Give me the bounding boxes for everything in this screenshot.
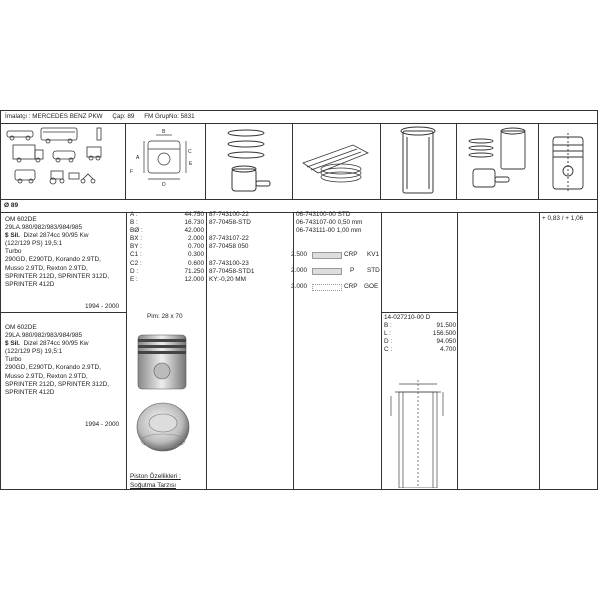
dimension-row: D : 71.250 [130, 267, 204, 275]
piston-features-sub: Soğutma Tarzısı [130, 482, 177, 489]
dimension-row: A : 44.750 [130, 211, 204, 218]
ring-profile-icon [312, 252, 342, 259]
dim-letter-f: F [130, 169, 134, 175]
ring-part-list [296, 211, 362, 235]
engine-variants: 29LA.980/982/983/984/985 [5, 224, 83, 232]
ring-part-number: 06-743100-00 STD [296, 211, 351, 218]
oversize-value: + 0,83 / + 1,06 [542, 215, 584, 222]
piston-part-number: 87-70458-STD [209, 219, 251, 227]
column-divider [126, 212, 127, 489]
dim-letter-c: C [188, 149, 192, 155]
liner-cell [381, 123, 457, 199]
engine-variants: 29LA.980/982/983/984/985 [5, 332, 83, 340]
column-divider [539, 212, 540, 489]
piston-photo-top [134, 397, 192, 457]
piston-ring-set-icon [293, 123, 381, 199]
liner-dim-row: C : 4.700 [384, 346, 456, 354]
liner-details [384, 314, 456, 354]
engine-aspiration: Turbo [5, 248, 22, 256]
dim-letter-e: E [189, 161, 193, 167]
dimension-row: BØ : 42.000 [130, 227, 204, 235]
row-divider [1, 312, 126, 313]
piston-part-number: 87-743100-23 [209, 259, 249, 267]
engine-code: OM 602DE [5, 324, 37, 331]
column-divider [457, 212, 458, 489]
ring-part-number: 06-743107-00 0,50 mm [296, 219, 363, 227]
piston-features-title: Piston Özellikleri : [130, 473, 181, 480]
engine-models: 290GD, E290TD, Korando 2.9TD, [5, 364, 101, 372]
piston-section-icon [539, 123, 597, 199]
liner-part-number: 14-027210-00 D [384, 314, 431, 321]
diameter-symbol: Ø 89 [4, 202, 19, 209]
engine-code: OM 602DE [5, 216, 37, 223]
liner-kit-cell [457, 123, 539, 199]
piston-part-number: 87-70458-STD1 [209, 267, 255, 275]
diameter-value: 89 [10, 202, 19, 209]
column-divider [206, 212, 207, 489]
piston-with-rings-icon [206, 123, 292, 199]
ring-set-row: 3.000 CRP GOE [291, 283, 379, 290]
piston-dimensions-list [130, 207, 204, 284]
dimension-row: BY : 0.700 [130, 243, 204, 251]
piston-part-number: 87-743107-22 [209, 235, 249, 243]
engine-block-2 [5, 324, 109, 397]
row-divider [381, 312, 457, 313]
cut-piston-cell [539, 123, 597, 199]
vehicle-types-icon [1, 123, 125, 199]
piston-dimension-cell [126, 123, 206, 199]
engine-years: 1994 - 2000 [85, 303, 120, 310]
engine-models: SPRINTER 412D [5, 280, 55, 288]
fm-group-label: FM GrupNo: 5831 [144, 113, 195, 120]
dimension-row: BX : 2.000 [130, 235, 204, 243]
liner-dim-row: B : 91.500 [384, 322, 456, 330]
dimension-row: C2 : 0.600 [130, 259, 204, 267]
liner-kit-icon [457, 123, 539, 199]
piston-part-number: 87-70458 050 [209, 243, 249, 251]
engine-block-1 [5, 216, 109, 289]
engine-models: Musso 2.9TD, Rexton 2.9TD, [5, 264, 88, 272]
ring-part-number: 06-743111-00 1,00 mm [296, 227, 362, 235]
cylinder-liner-icon [381, 123, 457, 199]
engine-years: 1994 - 2000 [85, 421, 120, 428]
piston-rings-cell [206, 123, 293, 199]
dimension-row: E : 12.000 [130, 275, 204, 283]
engine-power: (122/129 PS) 19,5:1 [5, 240, 63, 248]
engine-spec: $ Sil. Dizel 2874cc 90/95 Kw [5, 232, 89, 240]
piston-pin-label: Pim: 28 x 70 [147, 313, 183, 320]
piston-photo-side [132, 329, 192, 393]
engine-models: SPRINTER 212D, SPRINTER 312D, [5, 380, 110, 388]
dim-letter-d: D [162, 182, 166, 188]
ring-set-cell [293, 123, 381, 199]
manufacturer-label: İmalatçı : MERCEDES BENZ PKW [5, 113, 103, 120]
engine-power: (122/129 PS) 19,5:1 [5, 348, 63, 356]
piston-part-number: KY:-0,20 MM [209, 275, 246, 283]
piston-part-number: 87-743100-22 [209, 211, 249, 218]
engine-spec: $ Sil. Dizel 2874cc 90/95 Kw [5, 340, 89, 348]
ring-set-row: 2.000 P STD [291, 267, 380, 274]
liner-dim-row: D : 94.050 [384, 338, 456, 346]
engine-aspiration: Turbo [5, 356, 22, 364]
category-icon-row [1, 123, 597, 200]
catalog-sheet [0, 110, 598, 490]
dimension-row: C1 : 0.300 [130, 251, 204, 259]
liner-dim-row: L : 156.500 [384, 330, 456, 338]
ring-set-row: 2.500 CRP KV1 [291, 251, 380, 258]
dim-letter-b: B [162, 129, 166, 135]
engine-models: 290GD, E290TD, Korando 2.9TD, [5, 256, 101, 264]
engine-models: SPRINTER 412D [5, 388, 55, 396]
bore-label: Çap: 89 [112, 113, 135, 120]
dim-letter-a: A [136, 155, 140, 161]
engine-models: Musso 2.9TD, Rexton 2.9TD, [5, 372, 88, 380]
piston-part-list [209, 207, 254, 284]
ring-profile-icon [312, 268, 342, 275]
dimension-row: B : 16.730 [130, 219, 204, 227]
ring-profile-icon [312, 284, 342, 291]
liner-technical-drawing [383, 376, 453, 488]
engine-models: SPRINTER 212D, SPRINTER 312D, [5, 272, 110, 280]
piston-dimension-diagram [126, 123, 206, 199]
vehicle-types-cell [1, 123, 126, 199]
column-divider [381, 212, 382, 489]
